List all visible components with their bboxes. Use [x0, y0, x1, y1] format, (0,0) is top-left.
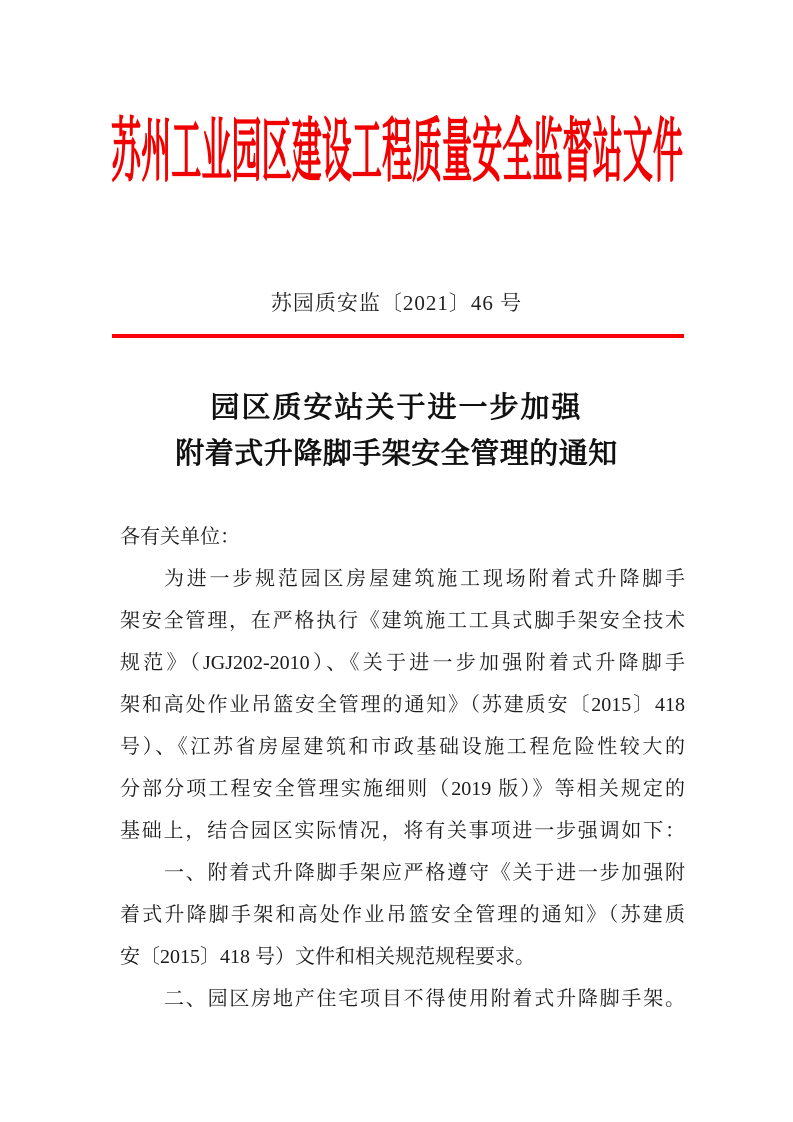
- body-salutation: 各有关单位：: [120, 526, 240, 548]
- body-line: 着式升降脚手架和高处作业吊篮安全管理的通知》（苏建质: [120, 904, 685, 926]
- body-line: 架和高处作业吊篮安全管理的通知》（苏建质安〔2015〕418: [120, 694, 685, 716]
- document-body: [120, 516, 685, 1020]
- body-line: 规范》（JGJ202-2010）、《关于进一步加强附着式升降脚手: [120, 652, 685, 674]
- letterhead-org-title: 苏州工业园区建设工程质量安全监督站文件: [110, 114, 683, 191]
- body-line: 分部分项工程安全管理实施细则（2019 版）》等相关规定的: [120, 778, 685, 800]
- document-title: [0, 385, 793, 477]
- doc-number: 苏园质安监〔2021〕46 号: [270, 291, 523, 315]
- body-line: 基础上，结合园区实际情况，将有关事项进一步强调如下：: [120, 820, 685, 842]
- body-line: 安〔2015〕418 号）文件和相关规范规程要求。: [120, 946, 535, 968]
- body-line: 号）、《江苏省房屋建筑和市政基础设施工程危险性较大的: [120, 736, 685, 758]
- body-line: 为进一步规范园区房屋建筑施工现场附着式升降脚手: [164, 568, 685, 590]
- document-title-line1: 园区质安站关于进一步加强: [210, 392, 583, 424]
- body-line: 一、附着式升降脚手架应严格遵守《关于进一步加强附: [164, 862, 685, 884]
- body-line: 二、园区房地产住宅项目不得使用附着式升降脚手架。: [164, 988, 685, 1010]
- body-line: 架安全管理，在严格执行《建筑施工工具式脚手架安全技术: [120, 610, 685, 632]
- document-title-line2: 附着式升降脚手架安全管理的通知: [175, 438, 618, 470]
- red-divider-line: [112, 334, 684, 338]
